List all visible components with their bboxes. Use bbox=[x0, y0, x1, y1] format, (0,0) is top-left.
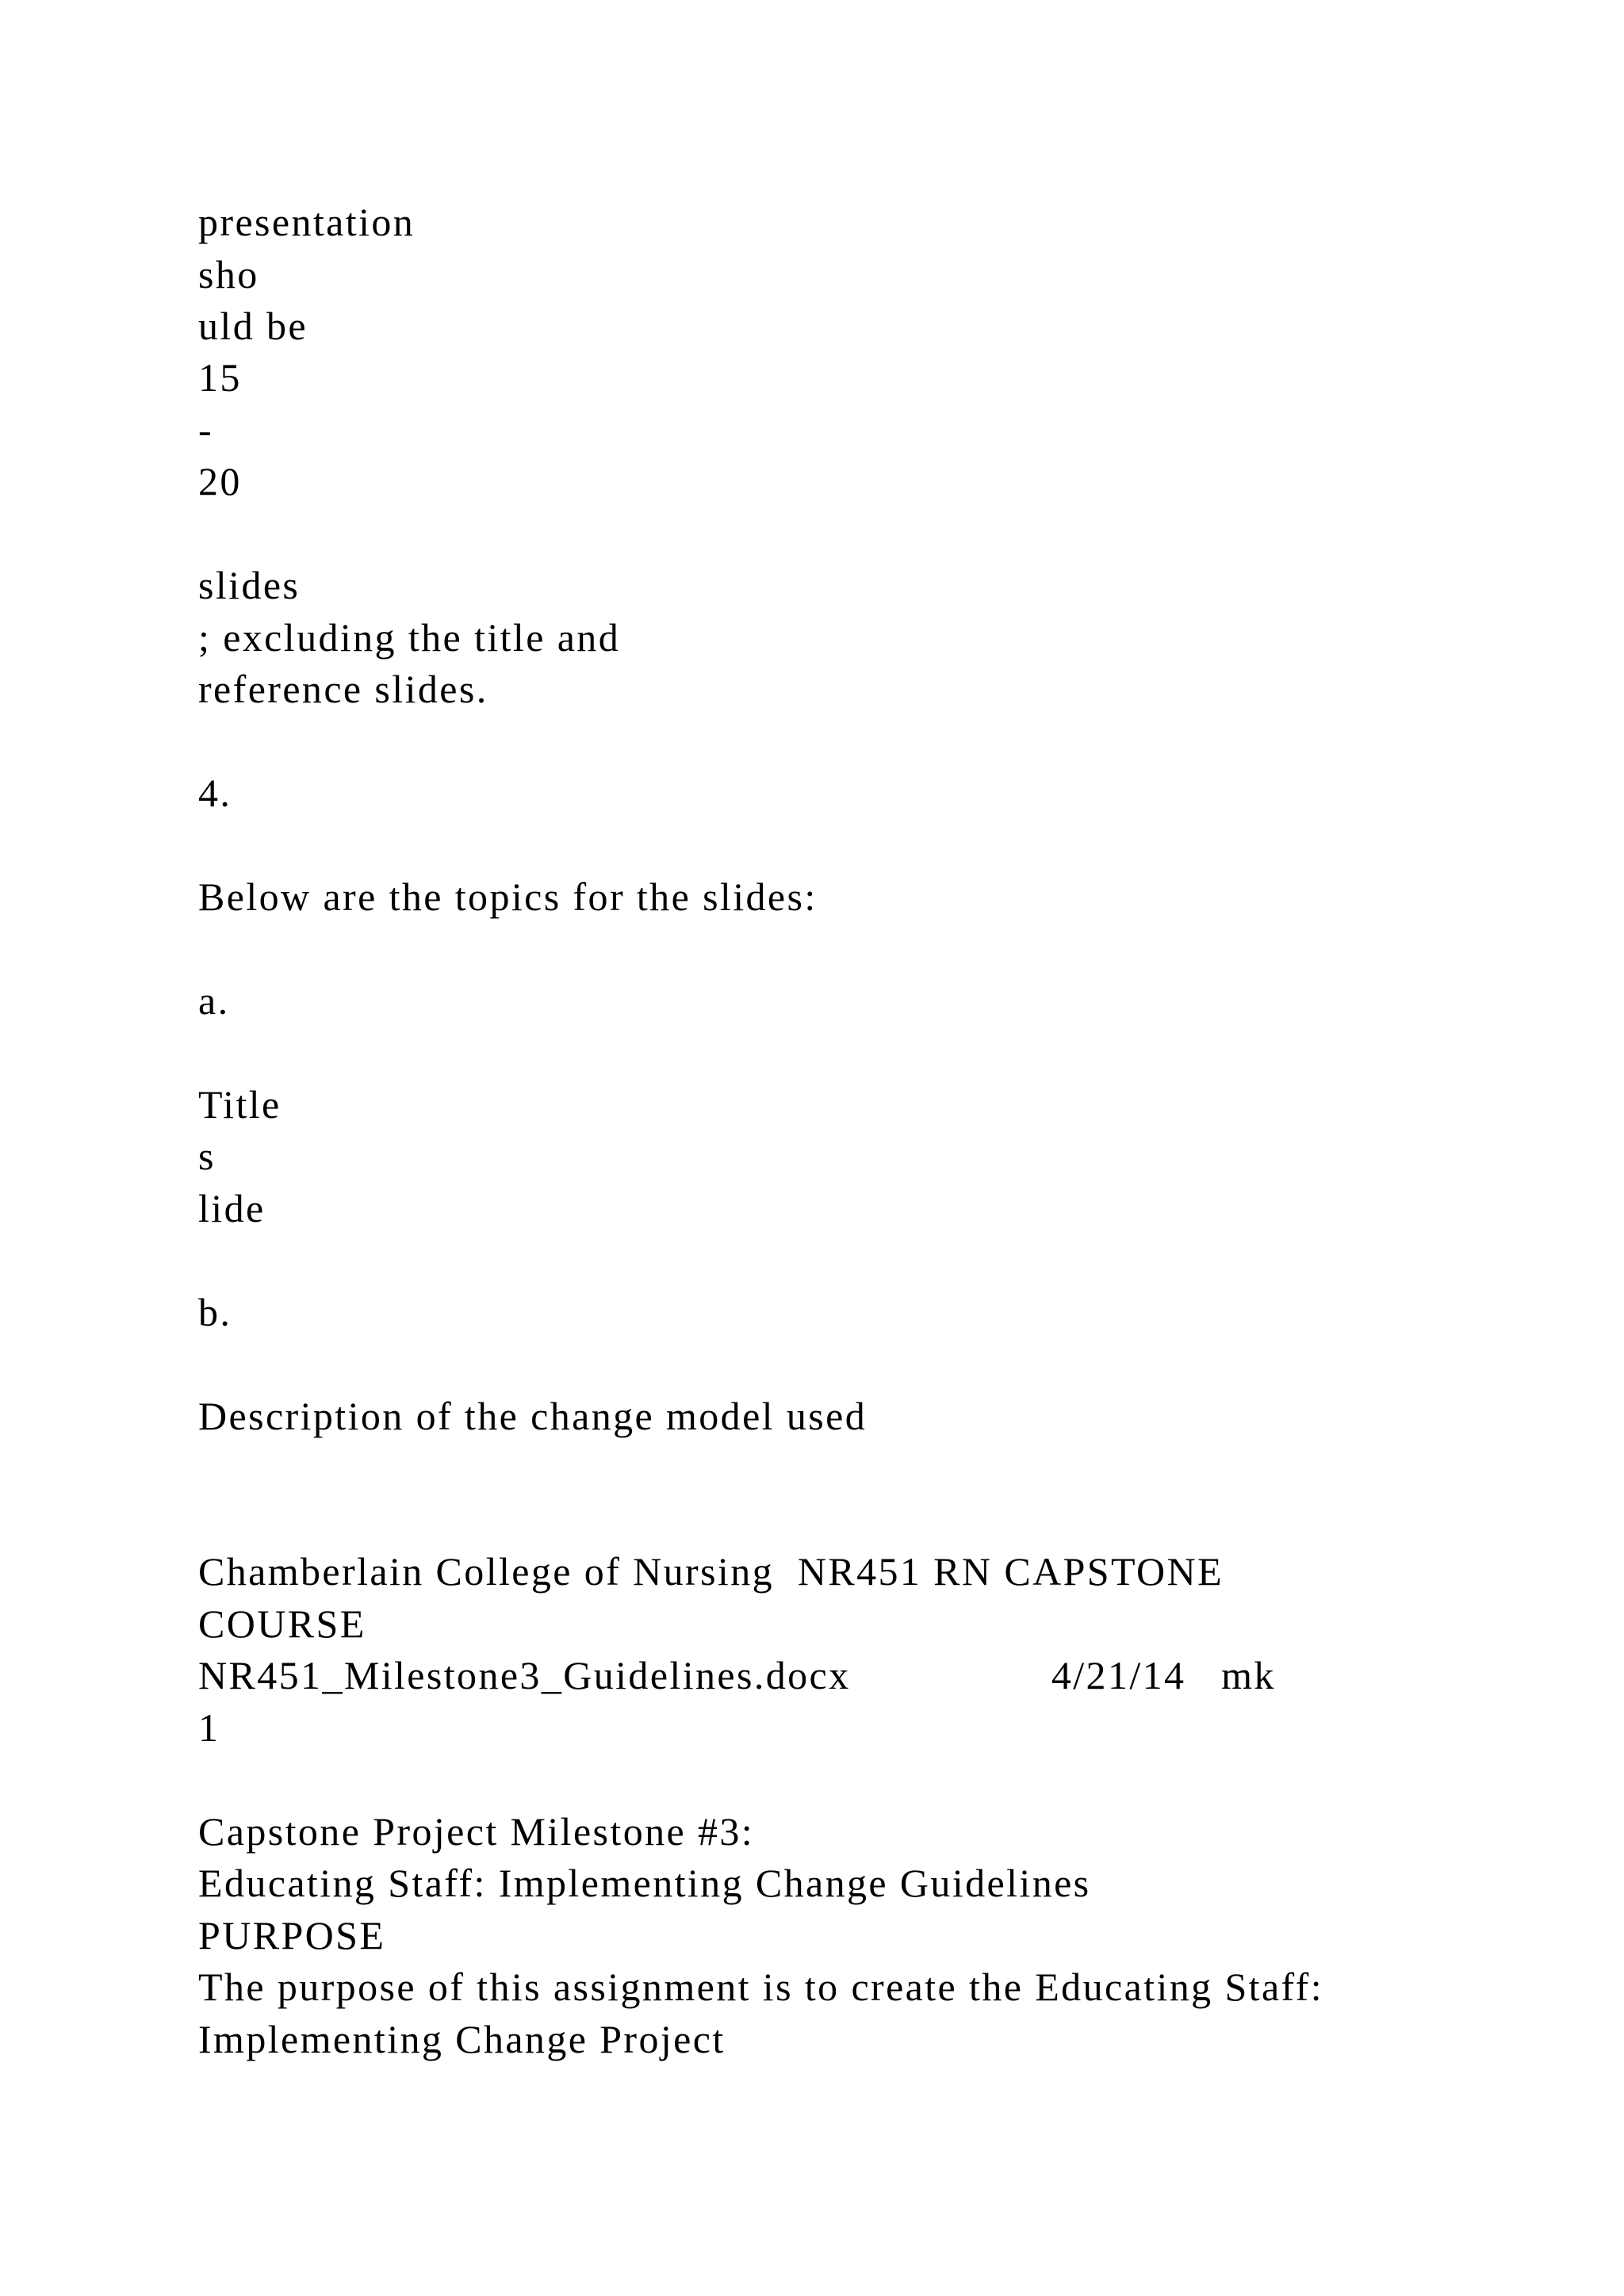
header-filename-date: NR451_Milestone3_Guidelines.docx 4/21/14 mk bbox=[198, 1653, 1276, 1697]
text-line-presentation: presentation bbox=[198, 200, 416, 244]
text-line-topics: Below are the topics for the slides: bbox=[198, 874, 818, 919]
text-line-excluding: ; excluding the title and bbox=[198, 615, 621, 660]
header-page-number: 1 bbox=[198, 1705, 220, 1750]
text-line-change-model: Description of the change model used bbox=[198, 1394, 868, 1438]
header-college-course: Chamberlain College of Nursing NR451 RN CAPSTONE bbox=[198, 1549, 1224, 1594]
text-line-title: Title bbox=[198, 1082, 282, 1127]
heading-purpose: PURPOSE bbox=[198, 1913, 386, 1957]
text-line-s: s bbox=[198, 1134, 216, 1178]
header-course: COURSE bbox=[198, 1601, 366, 1646]
list-number-4: 4. bbox=[198, 771, 232, 815]
text-line-slides: slides bbox=[198, 563, 301, 607]
text-line-15: 15 bbox=[198, 355, 242, 400]
text-line-reference-slides: reference slides. bbox=[198, 667, 488, 711]
heading-educating-staff: Educating Staff: Implementing Change Guidelines bbox=[198, 1861, 1091, 1905]
text-line-dash: - bbox=[198, 408, 214, 452]
text-line-uld-be: uld be bbox=[198, 304, 308, 348]
list-letter-b: b. bbox=[198, 1290, 232, 1334]
text-line-sho: sho bbox=[198, 252, 259, 297]
list-letter-a: a. bbox=[198, 978, 230, 1023]
text-line-lide: lide bbox=[198, 1186, 266, 1230]
text-line-implementing-change: Implementing Change Project bbox=[198, 2017, 726, 2061]
text-line-20: 20 bbox=[198, 459, 242, 503]
heading-milestone: Capstone Project Milestone #3: bbox=[198, 1809, 755, 1854]
text-line-purpose-statement: The purpose of this assignment is to create the Educating Staff: bbox=[198, 1965, 1324, 2009]
